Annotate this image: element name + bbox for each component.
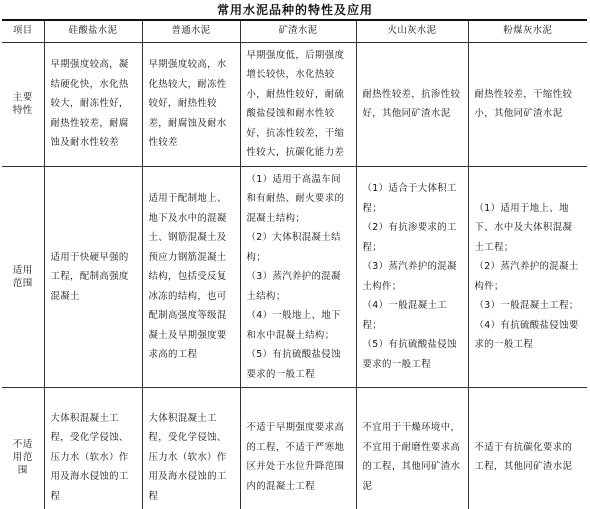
table-cell: 早期强度较高，凝结硬化快，水化热较大，耐冻性好，耐热性较差，耐腐蚀及耐水性较差	[44, 42, 142, 166]
header-cell-slag: 矿渣水泥	[240, 20, 356, 42]
table-cell: 耐热性较差，干缩性较小，其他同矿渣水泥	[468, 42, 587, 166]
list-item: （2）有抗渗要求的工程；	[362, 222, 457, 253]
list-item: （3）蒸汽养护的混凝土结构；	[246, 271, 341, 302]
table-title: 常用水泥品种的特性及应用	[216, 3, 373, 17]
header-cell-ordinary: 普通水泥	[142, 20, 240, 42]
list-item: （1）适用于地上、地下、水中及大体积混凝土工程；	[474, 202, 573, 253]
header-row	[2, 20, 587, 42]
list-item: （4）一般混凝土工程；	[362, 300, 448, 331]
list-item: （2）大体积混凝土结构；	[246, 232, 341, 263]
table-row-applicable-range	[2, 166, 587, 388]
list-item: （3）蒸汽养护的混凝土构件；	[362, 261, 457, 292]
table-cell: 早期强度较高，水化热较大，耐冻性较好，耐热性较差，耐腐蚀及耐水性较差	[142, 42, 240, 166]
list-item: （3）一般混凝土工程；	[474, 300, 579, 312]
table-cell-list	[240, 166, 356, 388]
table-cell: 耐热性较差，抗渗性较好，其他同矿渣水泥	[356, 42, 468, 166]
table-cell-list	[468, 166, 587, 388]
table-cell: 大体积混凝土工程，受化学侵蚀、压力水（软水）作用及海水侵蚀的工程	[44, 388, 142, 509]
table-cell: 适用于快硬早强的工程，配制高强度混凝土	[44, 166, 142, 388]
list-item: （1）适合于大体积工程；	[362, 183, 457, 214]
table-cell: 不宜用于干燥环境中，不宜用于耐磨性要求高的工程，其他同矿渣水泥	[356, 388, 468, 509]
header-cell-portland: 硅酸盐水泥	[44, 20, 142, 42]
list-item: （5）有抗硫酸盐侵蚀要求的一般工程	[362, 339, 457, 370]
row-label: 不适用范围	[2, 388, 44, 509]
row-label: 主要特性	[2, 42, 44, 166]
table-cell: 早期强度低，后期强度增长较快，水化热较小，耐热性较好，耐硫酸盐侵蚀和耐水性较好，抗冻性较差，干缩性较大，抗碳化能力差	[240, 42, 356, 166]
list-item: （2）蒸汽养护的混凝土构件；	[474, 261, 579, 292]
header-cell-pozzolan: 火山灰水泥	[356, 20, 468, 42]
table-cell: 不适于有抗碳化要求的工程，其他同矿渣水泥	[468, 388, 587, 509]
cement-comparison-table	[2, 19, 587, 509]
table-cell-list	[356, 166, 468, 388]
list-item: （4）一般地上、地下和水中混凝土结构；	[246, 310, 341, 341]
table-cell: 适用于配制地上、地下及水中的混凝土、钢筋混凝土及预应力钢筋混凝土结构，包括受反复冰冻的结构，也可配制高强度等级混凝土及早期强度要求高的工程	[142, 166, 240, 388]
row-label: 适用范围	[2, 166, 44, 388]
table-row-main-properties	[2, 42, 587, 166]
table-row-not-applicable-range	[2, 388, 587, 509]
table-cell: 大体积混凝土工程，受化学侵蚀、压力水（软水）作用及海水侵蚀的工程	[142, 388, 240, 509]
list-item: （5）有抗硫酸盐侵蚀要求的一般工程	[246, 349, 341, 380]
list-item: （1）适用于高温车间和有耐热、耐火要求的混凝土结构；	[246, 173, 345, 224]
header-cell-flyash: 粉煤灰水泥	[468, 20, 587, 42]
header-cell-item: 项目	[2, 20, 44, 42]
table-cell: 不适于早期强度要求高的工程，不适于严寒地区并处于水位升降范围内的混凝土工程	[240, 388, 356, 509]
list-item: （4）有抗硫酸盐侵蚀要求的一般工程	[474, 319, 579, 351]
